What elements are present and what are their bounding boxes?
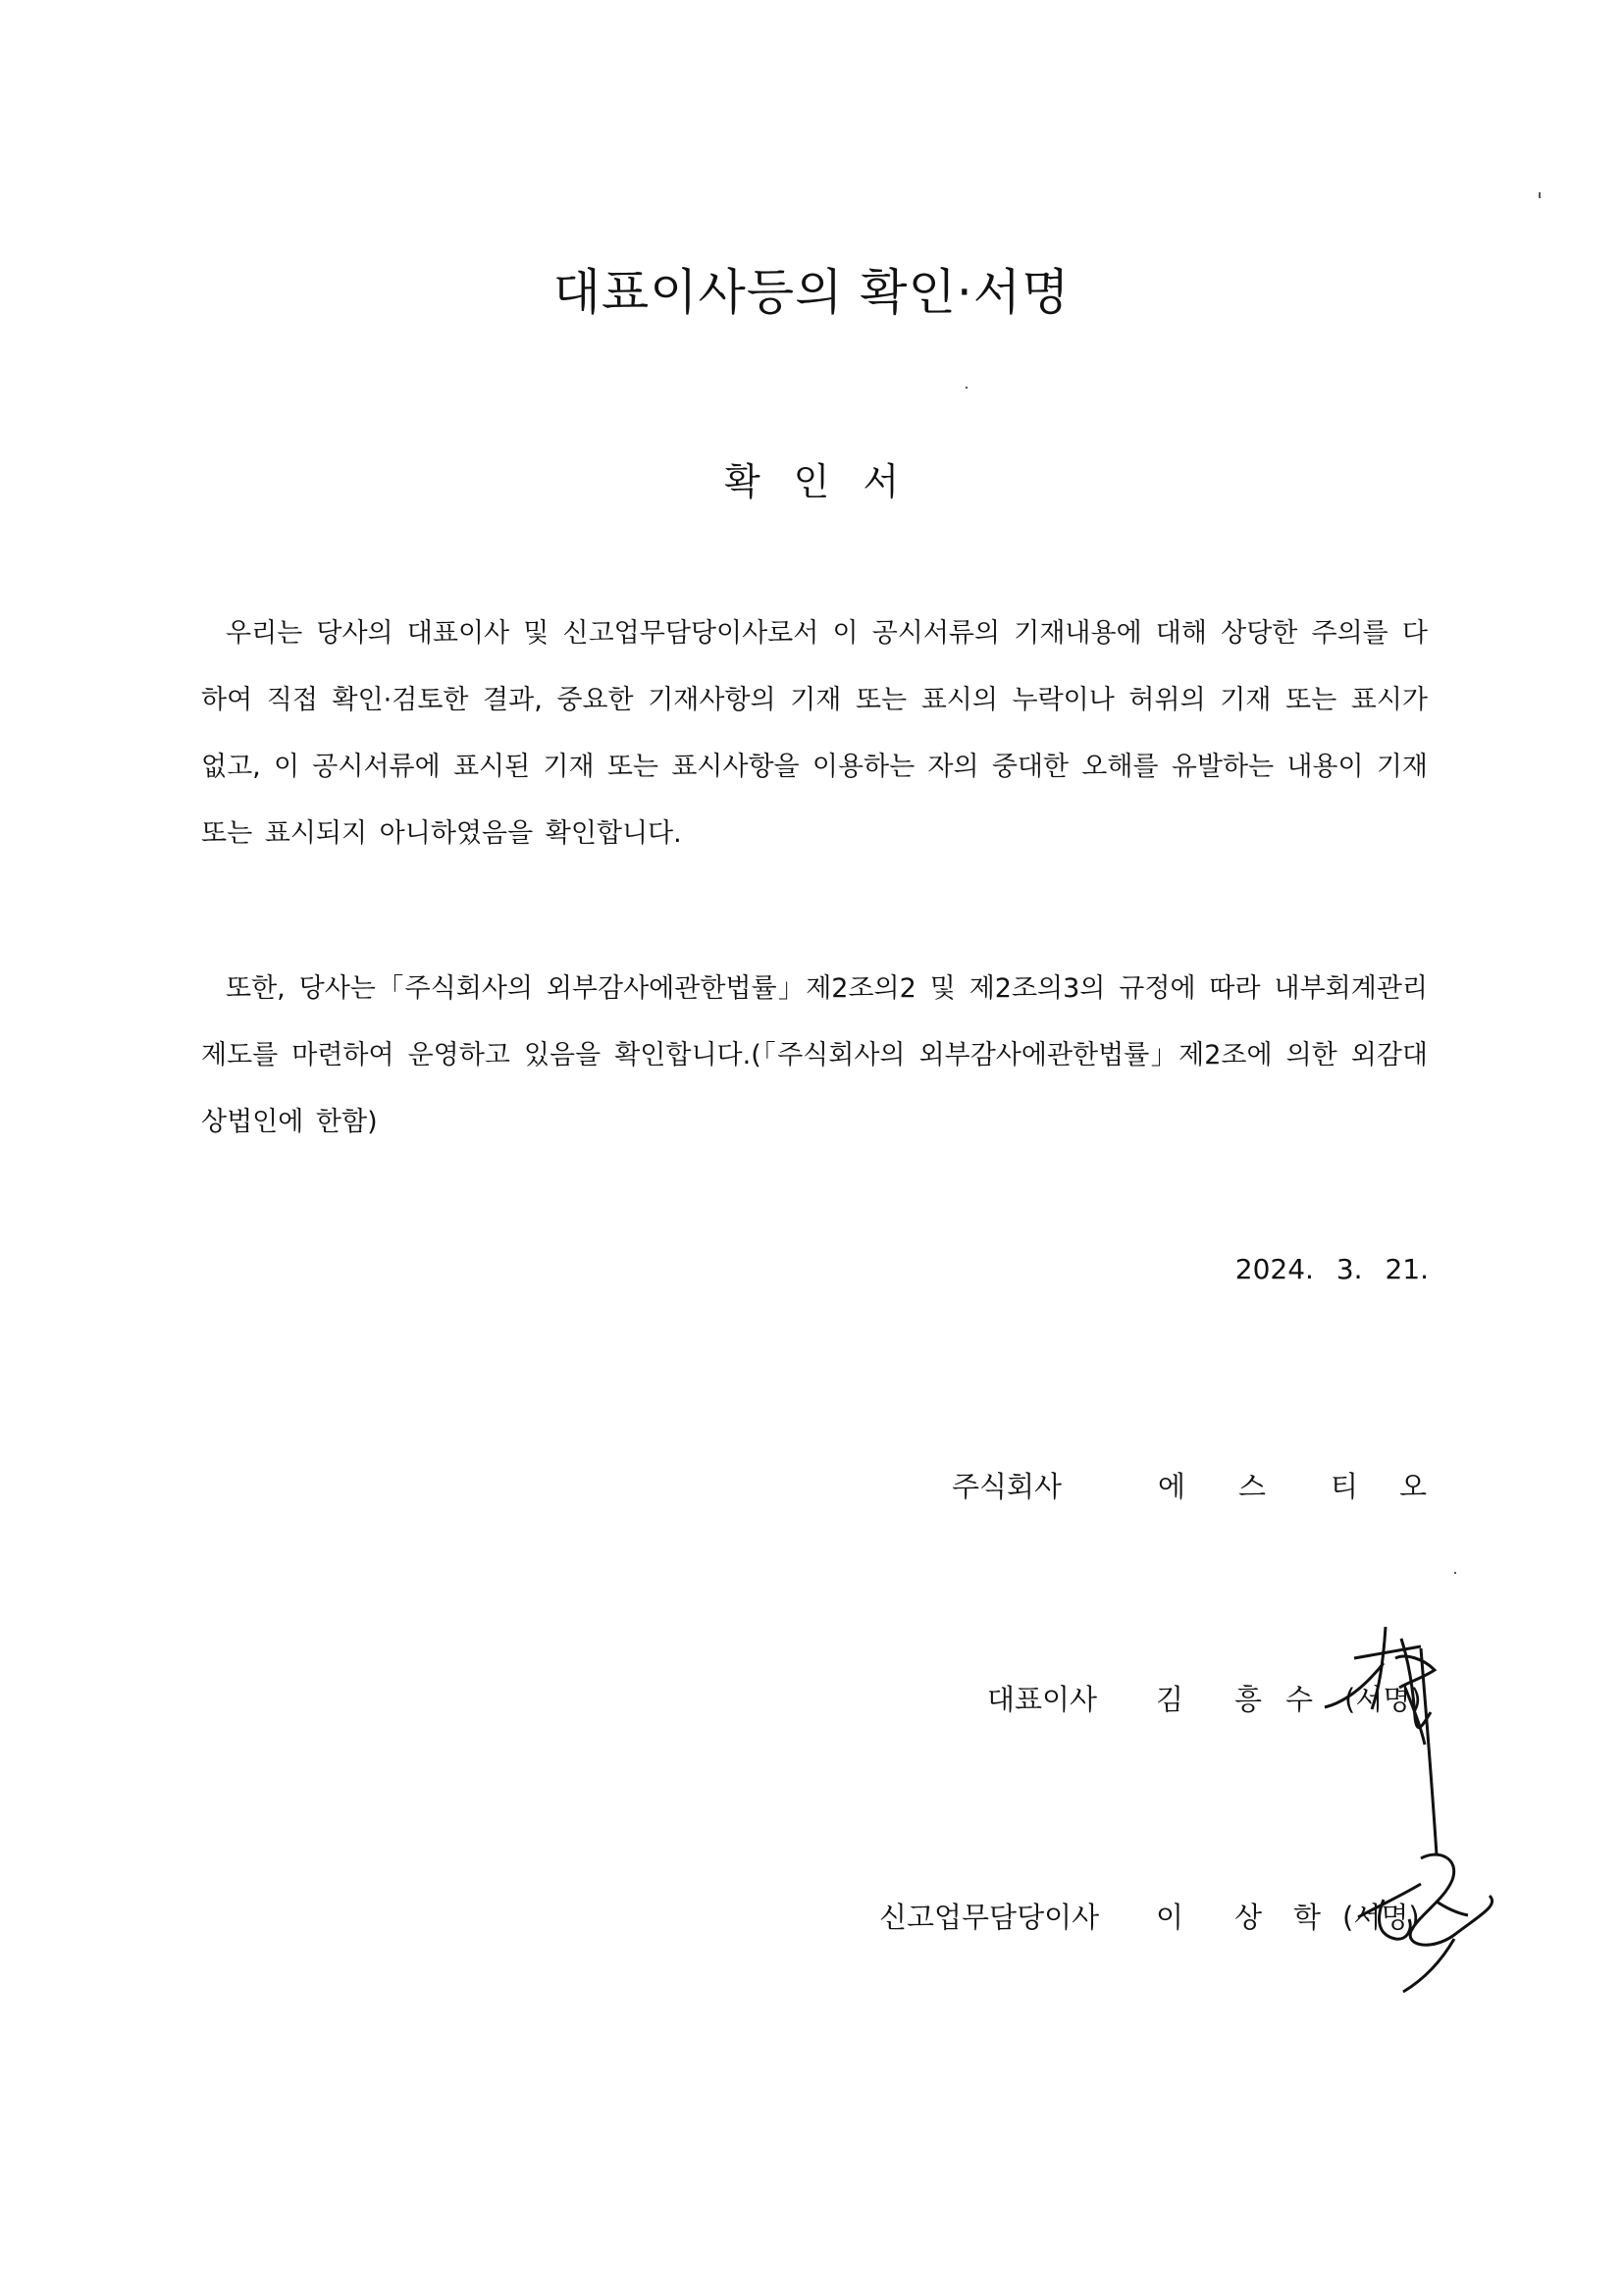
confirmation-paragraph: 우리는 당사의 대표이사 및 신고업무담당이사로서 이 공시서류의 기재내용에 대해 상당한 주의를 다하여 직접 확인·검토한 결과, 중요한 기재사항의 기재 또는 표시의 누락이나 허위의 기재 또는 표시가 없고, 이 공시서류에 표시된 기재 또는 표시사항을 이용하는 자의 중대한 오해를 유발하는 내용이 기재 또는 표시되지 아니하였음을 확인합니다.	[201, 618, 1428, 849]
scan-speck	[966, 387, 968, 389]
internal-control-paragraph: 또한, 당사는「주식회사의 외부감사에관한법률」제2조의2 및 제2조의3의 규정에 따라 내부회계관리제도를 마련하여 운영하고 있음을 확인합니다.(「주식회사의 외부감사에관한법률」제2조에 의한 외감대상법인에 한함)	[201, 973, 1428, 1137]
company-label: 주식회사	[952, 1470, 1063, 1503]
ceo-name-char: 김	[1156, 1683, 1184, 1716]
cfo-row	[0, 1896, 1623, 1935]
company-name-char: 오	[1399, 1470, 1428, 1503]
cfo-name-char: 학	[1293, 1901, 1322, 1934]
document-date: 2024. 3. 21.	[1234, 1253, 1429, 1285]
cfo-name-char: 이	[1156, 1901, 1184, 1934]
cfo-sign-note: (서명)	[1342, 1901, 1420, 1934]
cfo-role: 신고업무담당이사	[879, 1901, 1100, 1934]
cfo-name-char: 상	[1234, 1901, 1263, 1934]
document-title: 대표이사등의 확인·서명	[552, 264, 1071, 321]
ceo-name-char: 수	[1285, 1683, 1314, 1716]
company-name-char: 에	[1158, 1470, 1186, 1503]
ceo-role: 대표이사	[987, 1683, 1098, 1716]
company-row	[0, 1465, 1623, 1504]
company-name-char: 티	[1331, 1470, 1359, 1503]
company-name-char: 스	[1238, 1470, 1267, 1503]
scan-speck	[1539, 192, 1541, 198]
document-subtitle: 확인서	[723, 460, 933, 503]
ceo-name-char: 흥	[1234, 1683, 1263, 1716]
scan-speck	[1454, 1572, 1456, 1574]
ceo-handwritten-signature	[1315, 1619, 1462, 1874]
ceo-row	[0, 1678, 1623, 1717]
ceo-sign-note: (서명)	[1344, 1683, 1422, 1716]
